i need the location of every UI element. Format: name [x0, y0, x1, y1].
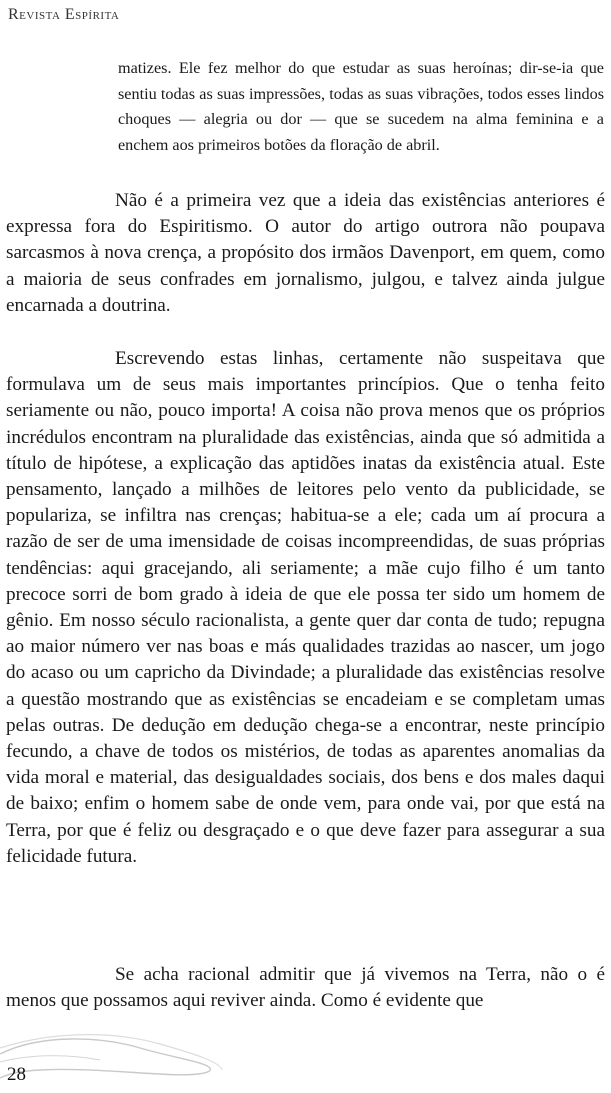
paragraph-text: Não é a primeira vez que a ideia das existências anteriores é expressa fora do Espiritismo. O autor do artigo outrora não poupava sarcasmos à nova crença, a propósito dos irmãos Davenport, em quem, como a maioria de seus confrades em jornalismo, julgou, e talvez ainda julgue encarnada a doutrina. — [6, 190, 605, 316]
running-title: Revista Espírita — [8, 6, 120, 23]
paragraph-text: Escrevendo estas linhas, certamente não suspeitava que formulava um de seus mais importantes princípios. Que o tenha feito seriamente ou não, pouco importa! A coisa não prova menos que os próprios incrédulos encontram na pluralidade das existências, ainda que só admitida a título de hipótese, a explicação das aptidões inatas da existência atual. Este pensamento, lançado a milhões de leitores pelo vento da publicidade, se populariza, se infiltra nas crenças; habitua-se a ele; cada um aí procura a razão de ser de uma imensidade de coisas incompreendidas, de suas próprias tendências: aqui gracejando, ali seriamente; a mãe cujo filho é um tanto precoce sorri de bom grado à ideia de que ele possa ter sido um homem de gênio. Em nosso século racionalista, a gente quer dar conta de tudo; repugna ao maior número ver nas boas e más qualidades trazidas ao nascer, um jogo do acaso ou um capricho da Divindade; a pluralidade das existências resolve a questão mostrando que as existências se encadeiam e se completam umas pelas outras. De dedução em dedução chega-se a encontrar, neste princípio fecundo, a chave de todos os mistérios, de todas as aparentes anomalias da vida moral e material, das desigualdades sociais, dos bens e dos males daqui de baixo; enfim o homem sabe de onde vem, para onde vai, por que está na Terra, por que é feliz ou desgraçado e o que deve fazer para assegurar a sua felicidade futura. — [6, 348, 605, 867]
page-number: 28 — [7, 1064, 26, 1085]
paragraph-text: Se acha racional admitir que já vivemos na Terra, não o é menos que possamos aqui reviver ainda. Como é evidente que — [6, 964, 605, 1012]
swirl-ornament-icon — [0, 1024, 230, 1084]
quote-text: matizes. Ele fez melhor do que estudar as suas heroínas; dir-se-ia que sentiu todas as suas impressões, todas as suas vibrações, todos esses lindos choques — alegria ou dor — que se sucedem na alma feminina e a enchem aos primeiros botões da floração de abril. — [118, 59, 604, 154]
paragraph-3 — [6, 962, 605, 1014]
block-quote — [118, 56, 604, 158]
paragraph-1 — [6, 188, 605, 319]
paragraph-2 — [6, 346, 605, 870]
